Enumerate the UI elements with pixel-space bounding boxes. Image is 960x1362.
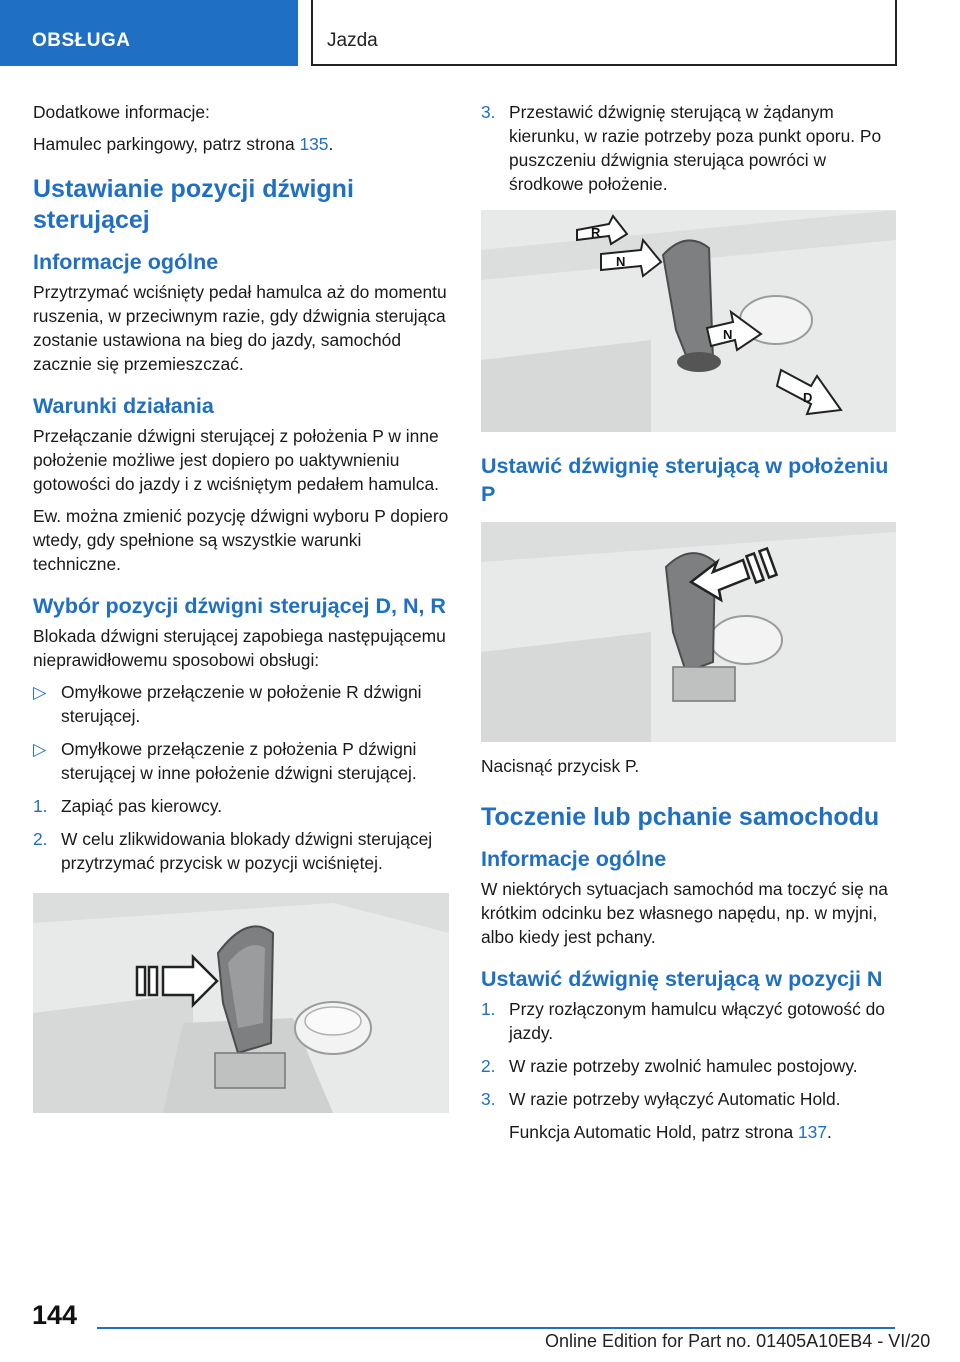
step-text: Zapiąć pas kierowcy. bbox=[61, 796, 223, 816]
list-item bbox=[33, 680, 449, 728]
step-text: W razie potrzeby zwolnić hamulec postojowy. bbox=[509, 1056, 858, 1076]
towing-text: W niektórych sytuacjach samochód ma toczyć się na krótkim odcinku bez własnego napędu, np. w myjni, albo kiedy jest pchany. bbox=[481, 879, 888, 947]
section-tab[interactable] bbox=[0, 0, 298, 66]
fig-label-d: D bbox=[803, 390, 813, 405]
ref-end: . bbox=[328, 134, 334, 154]
step-number: 1. bbox=[33, 796, 48, 816]
additional-info-label: Dodatkowe informacje: bbox=[33, 102, 210, 122]
heading-general-info: Informacje ogólne bbox=[33, 250, 219, 274]
ref-text: Funkcja Automatic Hold, patrz strona bbox=[509, 1122, 799, 1142]
lever-directions-image bbox=[481, 210, 896, 432]
triangle-bullet-icon: ▷ bbox=[33, 682, 47, 702]
bullet-text: Omyłkowe przełączenie w położenie R dźwigni sterującej. bbox=[61, 682, 422, 726]
list-item bbox=[33, 827, 449, 875]
step-text: Przestawić dźwignię sterującą w żądanym kierunku, w razie potrzeby poza punkt oporu. Po puszczeniu dźwignia sterująca powróci w środkowe położenie. bbox=[509, 102, 882, 194]
list-item bbox=[481, 997, 896, 1045]
step-list-n bbox=[481, 997, 896, 1111]
heading-general-info-2: Informacje ogólne bbox=[481, 847, 667, 871]
parking-brake-ref bbox=[33, 132, 449, 156]
chapter-title: Jazda bbox=[327, 30, 378, 51]
conditions-text-1: Przełączanie dźwigni sterującej z położenia P w inne położenie możliwe jest dopiero po uaktywnieniu gotowości do jazdy i z wciśniętym pedałem hamulca. bbox=[33, 426, 439, 494]
conditions-text-2: Ew. można zmienić pozycję dźwigni wyboru P dopiero wtedy, gdy spełnione są wszystkie warunki techniczne. bbox=[33, 506, 449, 574]
page-number: 144 bbox=[32, 1300, 78, 1330]
list-item bbox=[481, 1087, 896, 1111]
general-info-text: Przytrzymać wciśnięty pedał hamulca aż do momentu ruszenia, w przeciwnym razie, gdy dźwignia sterująca zostanie ustawiona na bieg do jazdy, samochód zacznie się przemieszczać. bbox=[33, 282, 447, 374]
step-text: Przy rozłączonym hamulcu włączyć gotowość do jazdy. bbox=[509, 999, 885, 1043]
step-list-continued bbox=[481, 100, 896, 196]
fig-label-n-lower: N bbox=[723, 327, 733, 342]
heading-select-position: Wybór pozycji dźwigni sterującej D, N, R bbox=[33, 594, 446, 618]
page-link-135[interactable]: 135 bbox=[299, 134, 329, 154]
list-item bbox=[33, 737, 449, 785]
select-position-text: Blokada dźwigni sterującej zapobiega następującemu nieprawidłowemu sposobowi obsługi: bbox=[33, 626, 446, 670]
left-column bbox=[33, 100, 449, 1125]
auto-hold-ref bbox=[481, 1120, 896, 1144]
right-column bbox=[481, 100, 896, 1152]
fig-label-r: R bbox=[591, 225, 601, 240]
footer-divider bbox=[97, 1327, 895, 1329]
page-link-137[interactable]: 137 bbox=[798, 1122, 828, 1142]
step-text: W celu zlikwidowania blokady dźwigni sterującej przytrzymać przycisk w pozycji wciśniętej. bbox=[61, 829, 433, 873]
heading-set-p: Ustawić dźwignię sterującą w położeniu P bbox=[481, 454, 889, 506]
chapter-header bbox=[311, 0, 897, 66]
ref-end: . bbox=[827, 1122, 832, 1142]
step-text: W razie potrzeby wyłączyć Automatic Hold. bbox=[509, 1089, 841, 1109]
list-item bbox=[481, 100, 896, 196]
list-item bbox=[481, 1054, 896, 1078]
list-item bbox=[33, 794, 449, 818]
heading-adjust-lever: Ustawianie pozycji dźwigni sterującej bbox=[33, 175, 354, 234]
bullet-list bbox=[33, 680, 449, 785]
step-number: 3. bbox=[481, 102, 496, 122]
step-number: 3. bbox=[481, 1089, 496, 1109]
lever-unlock-image bbox=[33, 893, 449, 1113]
heading-conditions: Warunki działania bbox=[33, 394, 214, 418]
step-number: 2. bbox=[481, 1056, 496, 1076]
heading-towing: Toczenie lub pchanie samochodu bbox=[481, 803, 880, 831]
bullet-text: Omyłkowe przełączenie z położenia P dźwigni sterującej w inne położenie dźwigni sterującej. bbox=[61, 739, 417, 783]
triangle-bullet-icon: ▷ bbox=[33, 739, 47, 759]
step-number: 2. bbox=[33, 829, 48, 849]
press-p-text: Nacisnąć przycisk P. bbox=[481, 756, 640, 776]
fig-label-n-upper: N bbox=[616, 254, 626, 269]
gear-lever-button-illustration bbox=[33, 893, 449, 1113]
heading-set-n: Ustawić dźwignię sterującą w pozycji N bbox=[481, 967, 883, 991]
edition-footer: Online Edition for Part no. 01405A10EB4 - VI/20 bbox=[545, 1331, 931, 1351]
section-title: OBSŁUGA bbox=[32, 30, 131, 51]
step-list bbox=[33, 794, 449, 875]
gear-lever-directions-illustration bbox=[481, 210, 896, 432]
p-button-image bbox=[481, 522, 896, 742]
step-number: 1. bbox=[481, 999, 496, 1019]
ref-text: Hamulec parkingowy, patrz strona bbox=[33, 134, 300, 154]
p-button-illustration bbox=[481, 522, 896, 742]
